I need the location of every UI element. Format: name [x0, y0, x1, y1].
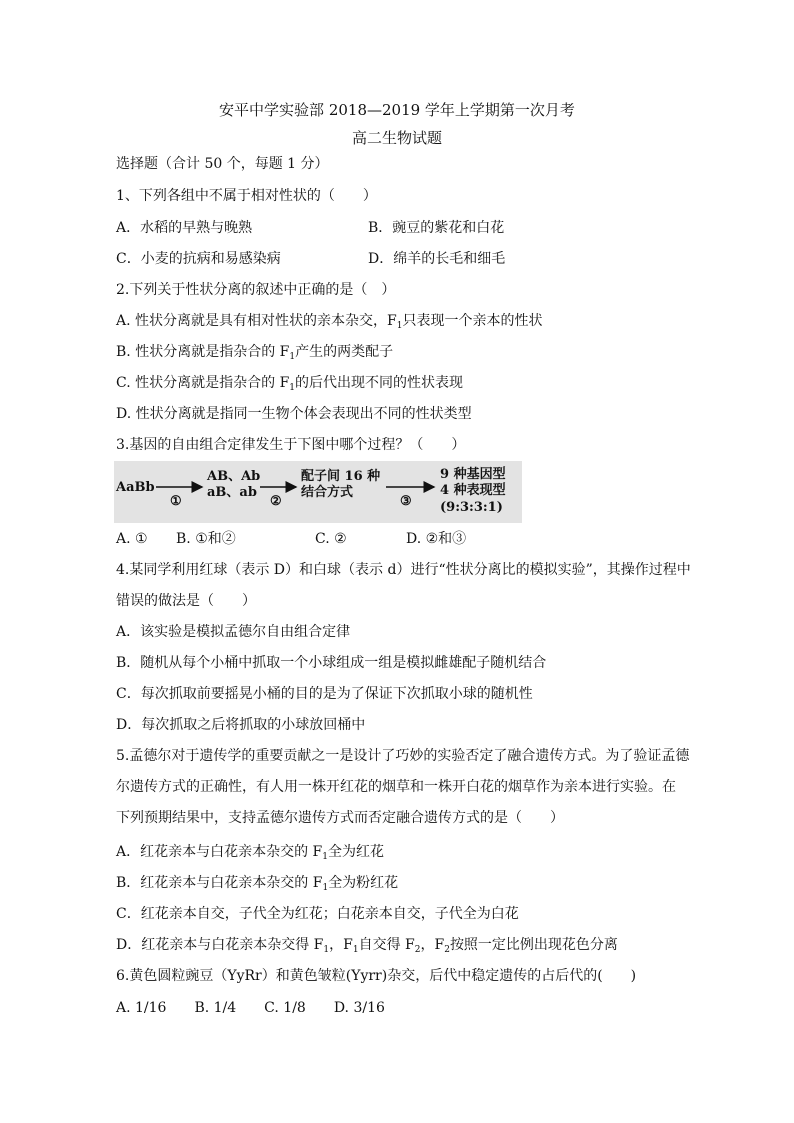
question-5-option-b: B．红花亲本与白花亲本杂交的 $F_1$全为粉红花 [116, 875, 399, 893]
question-2-option-d: D. 性状分离就是指同一生物个体会表现出不同的性状类型 [116, 406, 472, 422]
question-5-option-a: A．红花亲本与白花亲本杂交的 $F_1$全为红花 [116, 844, 385, 862]
question-5-stem-line-2: 尔遗传方式的正确性，有人用一株开红花的烟草和一株开白花的烟草作为亲本进行实验。在 [116, 779, 676, 795]
diagram-step-2: ② [270, 494, 282, 509]
question-4-option-d: D．每次抓取之后将抓取的小球放回桶中 [116, 717, 366, 733]
diagram-start-genotype: AaBb [116, 480, 155, 495]
question-1-option-b: B．豌豆的紫花和白花 [368, 220, 505, 236]
question-4-option-a: A．该实验是模拟孟德尔自由组合定律 [116, 624, 351, 640]
question-2-option-a: A. 性状分离就是具有相对性状的亲本杂交，$F_1$只表现一个亲本的性状 [116, 313, 543, 331]
diagram-result-phenotypes: 4 种表现型 [440, 483, 506, 498]
diagram-combination-top: 配子间 16 种 [301, 469, 381, 484]
question-6-options: A. 1/16 B. 1/4 C. 1/8 D. 3/16 [116, 1000, 385, 1016]
question-2-stem: 2.下列关于性状分离的叙述中正确的是（ ） [116, 282, 396, 298]
exam-subtitle: 高二生物试题 [351, 129, 442, 147]
question-5-stem-line-3: 下列预期结果中，支持孟德尔遗传方式而否定融合遗传方式的是（ ） [116, 810, 564, 826]
question-6-stem: 6.黄色圆粒豌豆（YyRr）和黄色皱粒(Yyrr)杂交，后代中稳定遗传的占后代的( ) [116, 968, 637, 984]
question-3-option-b: B. ①和② [176, 531, 236, 547]
question-4-stem-line-1: 4.某同学利用红球（表示 D）和白球（表示 d）进行“性状分离比的模拟实验”，其操作过程中 [116, 562, 691, 578]
question-1-option-a: A．水稻的早熟与晚熟 [116, 220, 253, 236]
question-3-option-c: C. ② [315, 531, 347, 547]
question-2-option-c: C. 性状分离就是指杂合的 $F_1$的后代出现不同的性状表现 [116, 375, 464, 393]
diagram-step-1: ① [170, 494, 182, 509]
question-3-option-d: D. ②和③ [406, 531, 467, 547]
question-3-stem: 3.基因的自由组合定律发生于下图中哪个过程？（ ） [116, 437, 466, 453]
question-4-stem-line-2: 错误的做法是（ ） [116, 593, 256, 609]
question-4-option-c: C．每次抓取前要摇晃小桶的目的是为了保证下次抓取小球的随机性 [116, 686, 533, 702]
diagram-result-ratio: (9:3:3:1) [440, 500, 503, 515]
diagram-gametes-top: AB、Ab [207, 469, 261, 484]
question-5-option-d: D．红花亲本与白花亲本杂交得 $F_1$，$F_1$自交得 $F_2$，$F_2$按照一定比例出现花色分离 [116, 937, 618, 955]
diagram-step-3: ③ [400, 494, 412, 509]
question-1-option-d: D．绵羊的长毛和细毛 [368, 251, 506, 267]
question-2-option-b: B. 性状分离就是指杂合的 $F_1$产生的两类配子 [116, 344, 394, 362]
question-5-stem-line-1: 5.孟德尔对于遗传学的重要贡献之一是设计了巧妙的实验否定了融合遗传方式。为了验证孟德 [116, 748, 690, 764]
diagram-combination-bottom: 结合方式 [301, 485, 354, 500]
gene-combination-diagram [114, 461, 522, 523]
diagram-result-genotypes: 9 种基因型 [440, 467, 506, 482]
question-4-option-b: B．随机从每个小桶中抓取一个小球组成一组是模拟雌雄配子随机结合 [116, 655, 547, 671]
question-3-option-a: A. ① [116, 531, 148, 547]
diagram-gametes-bottom: aB、ab [207, 485, 257, 500]
question-5-option-c: C．红花亲本自交，子代全为红花；白花亲本自交，子代全为白花 [116, 906, 519, 922]
question-1-stem: 1、下列各组中不属于相对性状的（ ） [116, 188, 377, 204]
section-heading: 选择题（合计 50 个，每题 1 分） [116, 156, 329, 172]
question-1-option-c: C．小麦的抗病和易感染病 [116, 251, 281, 267]
exam-title: 安平中学实验部 2018—2019 学年上学期第一次月考 [219, 101, 575, 119]
